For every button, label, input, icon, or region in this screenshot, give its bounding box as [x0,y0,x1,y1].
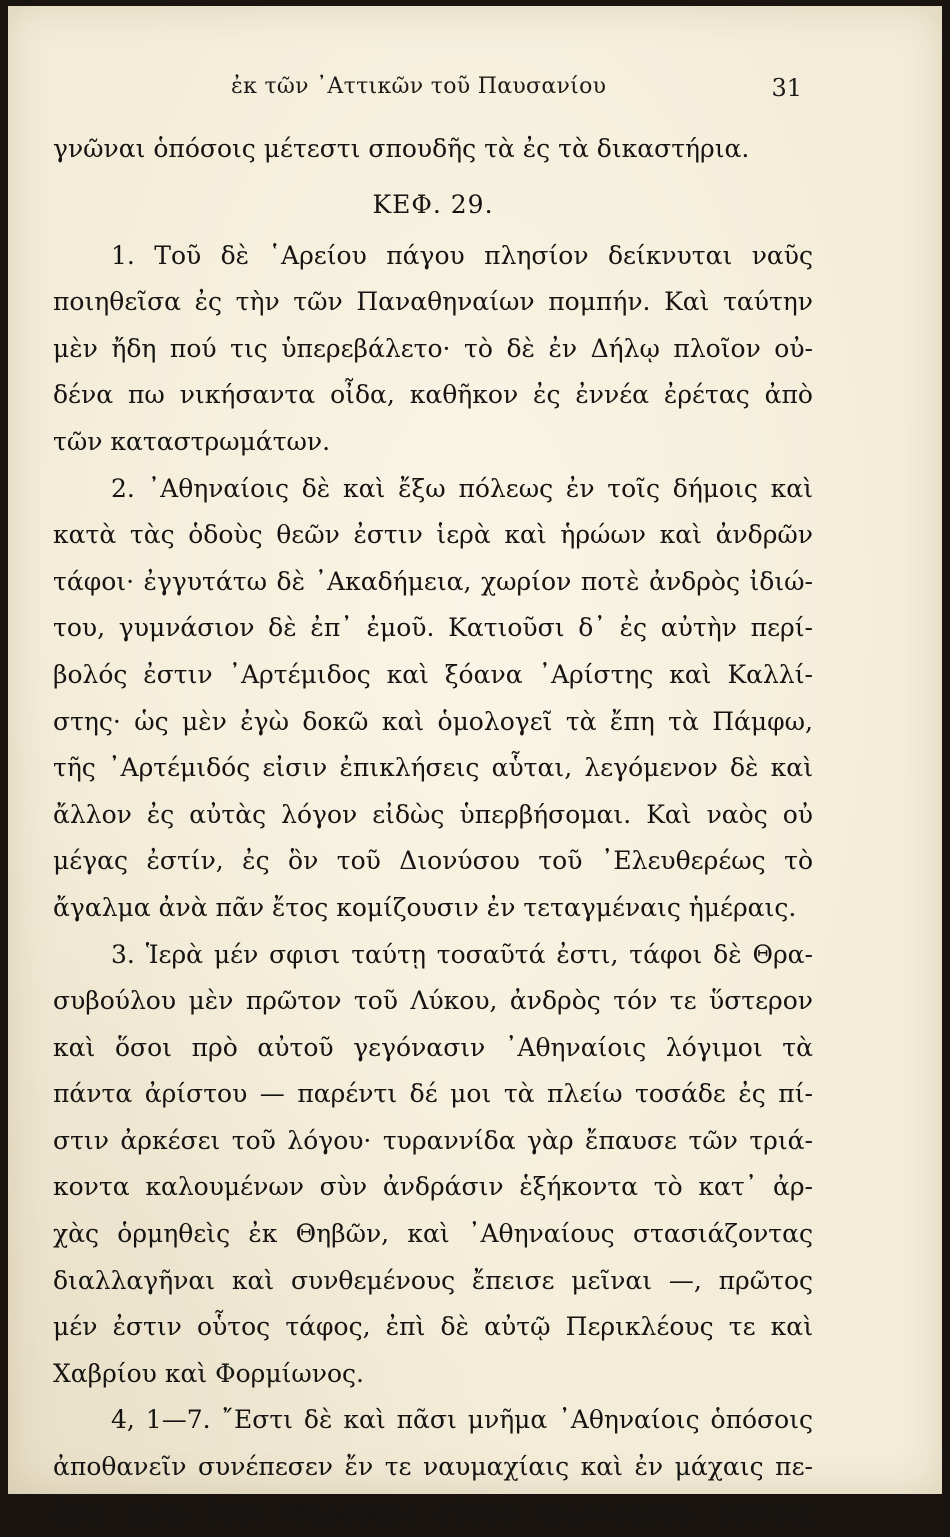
text-line: κατὰ τὰς ὁδοὺς θεῶν ἐστιν ἱερὰ καὶ ἡρώων καὶ ἀνδρῶν [53,520,813,550]
text-line: 2. ᾿Αθηναίοις δὲ καὶ ἔξω πόλεως ἐν τοῖς δήμοις καὶ [111,473,813,503]
text-line: στιν ἀρκέσει τοῦ λόγου· τυραννίδα γὰρ ἔπαυσε τῶν τριά- [53,1125,813,1155]
text-line: ἀποθανεῖν συνέπεσεν ἔν τε ναυμαχίαις καὶ ἐν μάχαις πε- [53,1452,813,1482]
text-line: δένα πω νικήσαντα οἶδα, καθῆκον ἐς ἐννέα ἐρέτας ἀπὸ [53,380,813,410]
text-line: του, γυμνάσιον δὲ ἐπ᾿ ἐμοῦ. Κατιοῦσι δ᾿ ἐς αὐτὴν περί- [53,613,813,643]
text-line: γνῶναι ὁπόσοις μέτεστι σπουδῆς τὰ ἐς τὰ δικαστήρια. [53,134,750,163]
text-line: μὲν ἤδη πού τις ὑπερεβάλετο· τὸ δὲ ἐν Δήλῳ πλοῖον οὐ- [53,333,813,363]
chapter-heading: ΚΕΦ. 29. [372,189,494,219]
text-line: Χαβρίου καὶ Φορμίωνος. [53,1358,364,1388]
text-line: τῶν καταστρωμάτων. [53,426,331,456]
text-line: 1. Τοῦ δὲ ῾Αρείου πάγου πλησίον δείκνυται ναῦς [111,240,813,270]
text-line: μέγας ἐστίν, ἐς ὃν τοῦ Διονύσου τοῦ ᾿Ελευθερέως τὸ [53,846,813,876]
text-line: συβούλου μὲν πρῶτον τοῦ Λύκου, ἀνδρὸς τόν τε ὕστερον [53,986,813,1016]
text-line: τῆς ᾿Αρτέμιδός εἰσιν ἐπικλήσεις αὗται, λεγόμενον δὲ καὶ [53,753,813,783]
text-line: ἄλλον ἐς αὐτὰς λόγον εἰδὼς ὑπερβήσομαι. Καὶ ναὸς οὐ [53,799,813,829]
text-line: στης· ὡς μὲν ἐγὼ δοκῶ καὶ ὁμολογεῖ τὰ ἔπη τὰ Πάμφω, [53,706,813,736]
text-line: 4, 1—7. ῎Εστι δὲ καὶ πᾶσι μνῆμα ᾿Αθηναίοις ὁπόσοις [111,1405,813,1435]
text-line: κοντα καλουμένων σὺν ἀνδράσιν ἑξήκοντα τὸ κατ᾿ ἀρ- [53,1172,813,1202]
text-line: ποιηθεῖσα ἐς τὴν τῶν Παναθηναίων πομπήν. Καὶ ταύτην [53,287,813,317]
text-line: καὶ ὅσοι πρὸ αὐτοῦ γεγόνασιν ᾿Αθηναίοις λόγιμοι τὰ [53,1032,813,1062]
text-line: χὰς ὁρμηθεὶς ἐκ Θηβῶν, καὶ ᾿Αθηναίους στασιάζοντας [53,1219,813,1249]
body-text [53,126,813,1537]
text-line: βολός ἐστιν ᾿Αρτέμιδος καὶ ξόανα ᾿Αρίστης καὶ Καλλί- [53,659,813,689]
running-title: ἐκ τῶν ᾿Αττικῶν τοῦ Παυσανίου [231,74,607,99]
book-page [8,6,942,1528]
text-line: πάντα ἀρίστου — παρέντι δέ μοι τὰ πλείω τοσάδε ἐς πί- [53,1079,813,1109]
text-line: ζαῖς πλὴν ὅσοι Μαραθῶνι αὐτῶν ἠγωνίσαντο· τούτοις [53,1498,813,1528]
text-line: διαλλαγῆναι καὶ συνθεμένους ἔπεισε μεῖναι —, πρῶτος [53,1265,813,1295]
page-number: 31 [771,74,802,102]
text-line: μέν ἐστιν οὗτος τάφος, ἐπὶ δὲ αὐτῷ Περικλέους τε καὶ [53,1312,813,1342]
text-line: τάφοι· ἐγγυτάτω δὲ ᾿Ακαδήμεια, χωρίον ποτὲ ἀνδρὸς ἰδιώ- [53,566,813,596]
text-line: 3. Ἱερὰ μέν σφισι ταύτῃ τοσαῦτά ἐστι, τάφοι δὲ Θρα- [111,939,813,969]
text-line: ἄγαλμα ἀνὰ πᾶν ἔτος κομίζουσιν ἐν τεταγμέναις ἡμέραις. [53,892,797,922]
